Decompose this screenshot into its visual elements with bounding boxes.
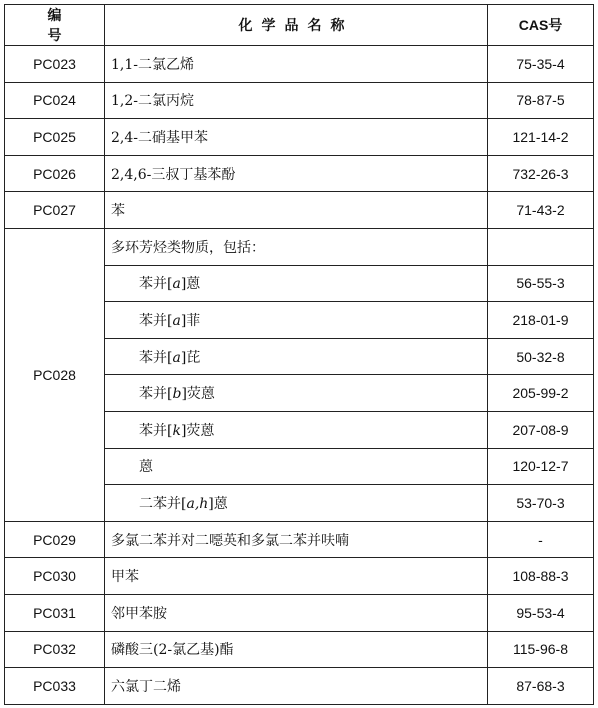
group-item-cas: 120-12-7 <box>488 448 594 485</box>
group-item-name: 苯并[a]芘 <box>105 338 488 375</box>
table-row <box>5 82 594 119</box>
row-name: 1,1-二氯乙烯 <box>105 46 488 83</box>
group-item-cas: 205-99-2 <box>488 375 594 412</box>
row-id: PC033 <box>5 668 105 705</box>
row-cas: 115-96-8 <box>488 631 594 668</box>
group-item-cas: 53-70-3 <box>488 485 594 522</box>
row-id: PC023 <box>5 46 105 83</box>
table-row <box>5 558 594 595</box>
group-item-name: 蒽 <box>105 448 488 485</box>
group-title-cas <box>488 228 594 265</box>
row-cas: 95-53-4 <box>488 594 594 631</box>
row-id: PC027 <box>5 192 105 229</box>
row-id: PC030 <box>5 558 105 595</box>
row-name: 苯 <box>105 192 488 229</box>
row-cas: 75-35-4 <box>488 46 594 83</box>
table-row <box>5 631 594 668</box>
header-name: 化学品名称 <box>105 5 488 46</box>
header-cas: CAS号 <box>488 5 594 46</box>
group-item-cas: 207-08-9 <box>488 411 594 448</box>
table-row <box>5 192 594 229</box>
row-name: 多氯二苯并对二噁英和多氯二苯并呋喃 <box>105 521 488 558</box>
table-row <box>5 668 594 705</box>
group-title: 多环芳烃类物质，包括： <box>105 228 488 265</box>
table-row <box>5 521 594 558</box>
row-id: PC032 <box>5 631 105 668</box>
row-cas: 108-88-3 <box>488 558 594 595</box>
row-id: PC029 <box>5 521 105 558</box>
group-row <box>5 228 594 265</box>
group-item-cas: 50-32-8 <box>488 338 594 375</box>
row-id: PC026 <box>5 155 105 192</box>
row-name: 2,4-二硝基甲苯 <box>105 119 488 156</box>
row-name: 六氯丁二烯 <box>105 668 488 705</box>
group-item-name: 苯并[k]荧蒽 <box>105 411 488 448</box>
row-id: PC025 <box>5 119 105 156</box>
group-item-cas: 56-55-3 <box>488 265 594 302</box>
row-id: PC031 <box>5 594 105 631</box>
row-name: 2,4,6-三叔丁基苯酚 <box>105 155 488 192</box>
row-id: PC024 <box>5 82 105 119</box>
group-item-name: 苯并[a]菲 <box>105 302 488 339</box>
group-item-name: 苯并[a]蒽 <box>105 265 488 302</box>
row-cas: 78-87-5 <box>488 82 594 119</box>
chemical-table <box>4 4 594 705</box>
table-row <box>5 155 594 192</box>
table-row <box>5 46 594 83</box>
row-name: 磷酸三(2-氯乙基)酯 <box>105 631 488 668</box>
row-cas: - <box>488 521 594 558</box>
table-row <box>5 594 594 631</box>
group-id: PC028 <box>5 228 105 521</box>
row-cas: 87-68-3 <box>488 668 594 705</box>
row-cas: 732-26-3 <box>488 155 594 192</box>
row-cas: 71-43-2 <box>488 192 594 229</box>
group-item-cas: 218-01-9 <box>488 302 594 339</box>
header-id: 编 号 <box>5 5 105 46</box>
row-cas: 121-14-2 <box>488 119 594 156</box>
row-name: 甲苯 <box>105 558 488 595</box>
row-name: 1,2-二氯丙烷 <box>105 82 488 119</box>
group-item-name: 苯并[b]荧蒽 <box>105 375 488 412</box>
group-item-name: 二苯并[a,h]蒽 <box>105 485 488 522</box>
table-row <box>5 119 594 156</box>
row-name: 邻甲苯胺 <box>105 594 488 631</box>
header-row <box>5 5 594 46</box>
